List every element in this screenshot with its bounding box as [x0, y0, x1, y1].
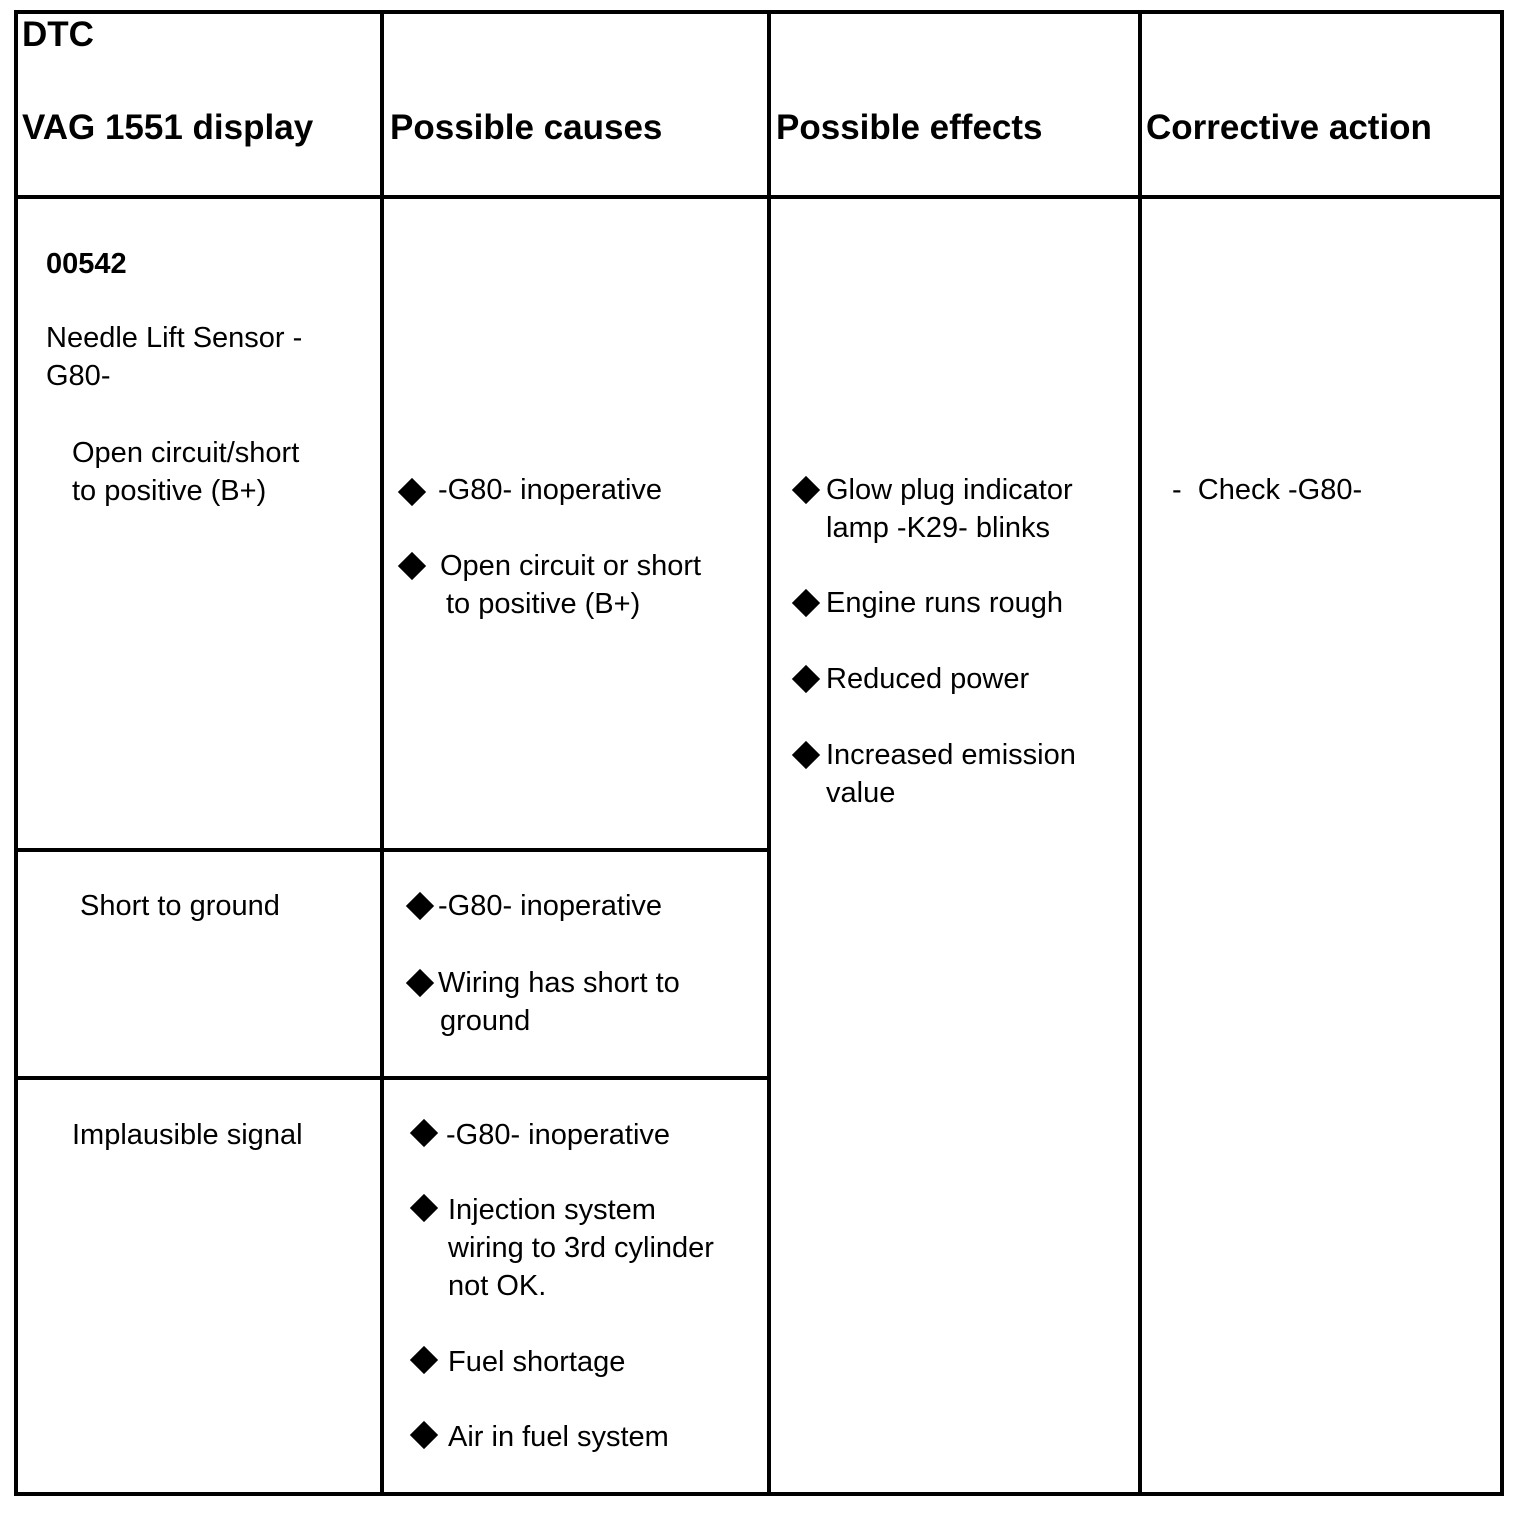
header-possible-causes: Possible causes — [390, 108, 663, 147]
header-dtc: DTC — [22, 15, 94, 54]
dtc-code: 00542 — [46, 248, 127, 280]
row-divider-2 — [14, 1076, 771, 1080]
column-divider-3 — [1138, 10, 1142, 1496]
corrective-action-text: - Check -G80- — [1172, 474, 1363, 506]
diamond-bullet-icon — [792, 476, 820, 504]
diamond-bullet-icon — [410, 1194, 438, 1222]
diamond-bullet-icon — [398, 552, 426, 580]
table-border-left — [14, 10, 18, 1496]
diamond-bullet-icon — [398, 478, 426, 506]
fault-label-open-circuit-line2: to positive (B+) — [72, 475, 267, 507]
fault-label-implausible-signal: Implausible signal — [72, 1119, 303, 1151]
fault-label-short-to-ground: Short to ground — [80, 890, 280, 922]
table-border-right — [1500, 10, 1504, 1496]
table-border-bottom — [14, 1492, 1504, 1496]
diamond-bullet-icon — [410, 1346, 438, 1374]
diamond-bullet-icon — [792, 665, 820, 693]
header-corrective-action: Corrective action — [1146, 108, 1432, 147]
header-vag-display: VAG 1551 display — [22, 108, 314, 147]
diamond-bullet-icon — [410, 1421, 438, 1449]
column-divider-1 — [380, 10, 384, 1496]
diamond-bullet-icon — [406, 892, 434, 920]
row-divider-1 — [14, 848, 771, 852]
diamond-bullet-icon — [406, 969, 434, 997]
dtc-name-line2: G80- — [46, 360, 111, 392]
column-divider-2 — [767, 10, 771, 1496]
table-border-top — [14, 10, 1504, 14]
diamond-bullet-icon — [792, 741, 820, 769]
diamond-bullet-icon — [410, 1119, 438, 1147]
header-possible-effects: Possible effects — [776, 108, 1043, 147]
fault-label-open-circuit-line1: Open circuit/short — [72, 437, 300, 469]
diamond-bullet-icon — [792, 589, 820, 617]
header-divider — [14, 195, 1504, 199]
dtc-name-line1: Needle Lift Sensor - — [46, 322, 303, 354]
